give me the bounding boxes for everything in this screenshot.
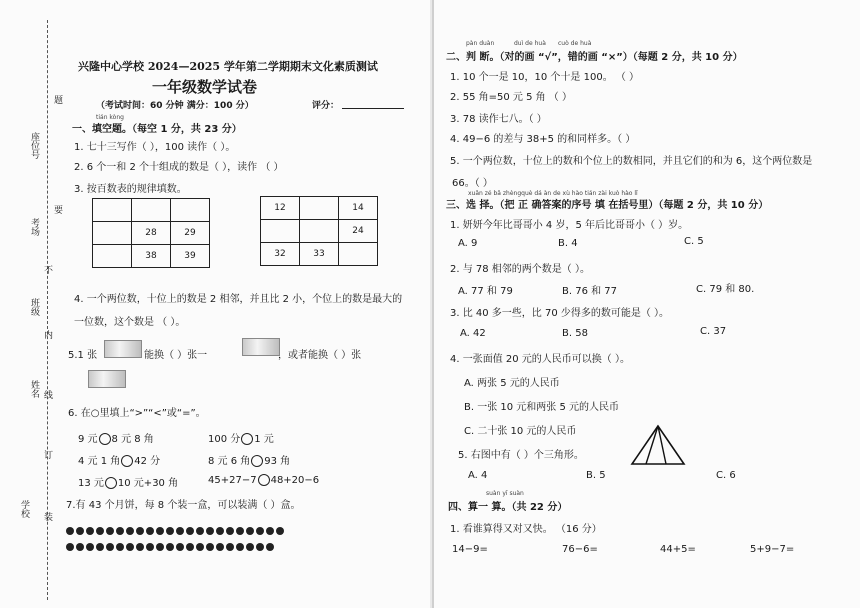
mooncake-icon [266,543,274,551]
grid-cell: 33 [300,243,339,266]
calc-expression[interactable]: 76−6= [562,544,598,555]
judge-item-5: 5. 一个两位数，十位上的数和个位上的数相同，并且它们的和为 6，这个两位数是 [450,156,813,167]
calc-expression[interactable]: 14−9= [452,544,488,555]
mooncake-icon [136,543,144,551]
name-label: 姓名 [29,380,39,398]
mooncake-row-1 [66,520,346,530]
grid-cell: 32 [261,243,300,266]
mooncake-icon [86,543,94,551]
choice-option[interactable]: A. 4 [468,470,488,481]
mooncake-icon [126,527,134,535]
grid-cell[interactable] [93,245,132,268]
mooncake-icon [176,543,184,551]
question-1-7: 7.有 43 个月饼，每 8 个装一盒，可以装满（ ）盒。 [66,500,301,511]
compare-row-3-right [208,474,319,486]
compare-row-2-right [208,452,290,467]
mooncake-icon [156,543,164,551]
margin-char-zhuang: 装 [42,512,52,521]
mooncake-icon [206,543,214,551]
choice-option[interactable]: A. 42 [460,328,486,339]
mooncake-icon [126,543,134,551]
choice-question-3: 3. 比 40 多一些，比 70 少得多的数可能是（ ）。 [450,308,670,319]
compare-left: 13 元 [78,478,104,489]
compare-right: 93 角 [264,456,291,467]
choice-option[interactable]: B. 58 [562,328,588,339]
banknote-5-yuan-image [88,370,126,388]
compare-right: 42 分 [134,456,161,467]
grid-cell: 24 [339,220,378,243]
grid-cell[interactable] [261,220,300,243]
compare-right: 8 元 8 角 [111,434,154,445]
mooncake-icon [146,527,154,535]
section1-heading: 一、填空题。（每空 1 分，共 23 分） [72,124,242,135]
compare-row-1-left [78,430,154,445]
compare-left: 100 分 [208,434,241,445]
section2-pinyin-2: duì de huà [514,40,546,47]
mooncake-icon [86,527,94,535]
question-1-6: 6. 在○里填上“>”“<”或“=”。 [68,408,206,419]
right-page [434,0,860,608]
mooncake-icon [96,527,104,535]
exam-title: 兴隆中心学校 2024—2025 学年第二学期期末文化素质测试 [78,60,378,73]
choice-option[interactable]: C. 6 [716,470,736,481]
compare-row-3-left [78,474,178,489]
mooncake-icon [116,527,124,535]
compare-row-1-right [208,430,274,445]
compare-left: 8 元 6 角 [208,456,251,467]
mooncake-icon [186,527,194,535]
mooncake-icon [196,527,204,535]
mooncake-icon [96,543,104,551]
mooncake-icon [146,543,154,551]
question-1-4-line1: 4. 一个两位数，十位上的数是 2 相邻，并且比 2 小，个位上的数是最大的 [74,294,403,305]
mooncake-icon [246,527,254,535]
section3-heading: 三、选 择。（把 正 确答案的序号 填 在括号里）（每题 2 分，共 10 分） [446,200,769,211]
score-label: 评分： [312,101,340,111]
class-label: 班级 [29,298,39,316]
mooncake-icon [216,543,224,551]
compare-circle[interactable] [258,474,270,486]
compare-right: 1 元 [254,434,274,445]
grid-cell: 39 [171,245,210,268]
grid-cell[interactable] [339,243,378,266]
mooncake-icon [246,543,254,551]
mooncake-icon [166,527,174,535]
paper-subtitle: 一年级数学试卷 [152,78,258,96]
choice-option[interactable]: A. 9 [458,238,478,249]
mooncake-icon [196,543,204,551]
mooncake-icon [106,527,114,535]
margin-char-ding: 订 [42,450,52,459]
grid-cell[interactable] [300,197,339,220]
judge-item-2: 2. 55 角=50 元 5 角 （ ） [450,92,572,103]
choice-question-5: 5. 右图中有（ ）个三角形。 [458,450,584,461]
hundred-chart-grid-2 [260,196,378,266]
choice-option[interactable]: B. 4 [558,238,578,249]
banknote-20-yuan-image [104,340,142,358]
compare-row-2-left [78,452,160,467]
score-blank[interactable] [342,108,404,109]
mooncake-icon [236,527,244,535]
mooncake-icon [226,543,234,551]
section2-pinyin-1: pàn duàn [466,40,495,47]
question-1-3: 3. 按百数表的规律填数。 [74,184,187,195]
mooncake-icon [236,543,244,551]
grid-cell: 12 [261,197,300,220]
calc-expression[interactable]: 44+5= [660,544,696,555]
margin-char-xian: 线 [42,390,52,399]
grid-cell[interactable] [300,220,339,243]
choice-question-2: 2. 与 78 相邻的两个数是（ ）。 [450,264,590,275]
mooncake-icon [266,527,274,535]
grid-cell[interactable] [93,199,132,222]
mooncake-icon [76,543,84,551]
grid-cell[interactable] [132,199,171,222]
choice-option[interactable]: B. 一张 10 元和两张 5 元的人民币 [464,402,620,413]
choice-option[interactable]: B. 5 [586,470,606,481]
mooncake-icon [186,543,194,551]
grid-cell[interactable] [93,222,132,245]
grid-cell: 28 [132,222,171,245]
grid-cell[interactable] [171,199,210,222]
compare-circle[interactable] [105,477,117,489]
section4-heading: 四、算一 算。（共 22 分） [448,502,568,513]
triangle-figure [630,424,686,468]
seat-label: 座位号 [29,132,39,159]
choice-option[interactable]: C. 二十张 10 元的人民币 [464,426,577,437]
mooncake-icon [66,543,74,551]
section2-pinyin-3: cuò de huà [558,40,592,47]
grid-cell: 38 [132,245,171,268]
question-1-4-line2: 一位数，这个数是 （ ）。 [74,317,186,328]
section2-heading: 二、判 断。（对的画 “√”，错的画 “×”）（每题 2 分，共 10 分） [446,52,743,63]
choice-option[interactable]: B. 76 和 77 [562,286,618,297]
compare-left: 45+27−7 [208,475,257,486]
margin-char-yao: 要 [52,205,62,214]
mooncake-icon [66,527,74,535]
banknote-10-yuan-image [242,338,280,356]
mooncake-icon [206,527,214,535]
compare-left: 4 元 1 角 [78,456,121,467]
section3-pinyin: xuǎn zé bǎ zhèngquè dá àn de xù hào tián zài kuò hào lǐ [468,190,638,197]
margin-char-ti: 题 [52,95,62,104]
judge-item-3: 3. 78 读作七八。（ ） [450,114,547,125]
judge-item-4: 4. 49−6 的差与 38+5 的和同样多。（ ） [450,134,636,145]
compare-circle[interactable] [99,433,111,445]
choice-option[interactable]: C. 5 [684,236,704,247]
question-1-2: 2. 6 个一和 2 个十组成的数是（ ），读作 （ ） [74,162,284,173]
compare-right: 10 元+30 角 [117,478,179,489]
hundred-chart-grid-1 [92,198,210,268]
mooncake-icon [256,527,264,535]
compare-left: 9 元 [78,434,98,445]
grid-cell: 14 [339,197,378,220]
compare-circle[interactable] [251,455,263,467]
question-1-5-start: 5.1 张 [68,350,98,361]
mooncake-icon [256,543,264,551]
choice-question-4: 4. 一张面值 20 元的人民币可以换（ ）。 [450,354,630,365]
section4-pinyin: suàn yī suàn [486,490,524,497]
margin-char-bu: 不 [42,265,52,274]
choice-option[interactable]: C. 37 [700,326,727,337]
mooncake-row-2 [66,536,346,546]
school-label: 学校 [19,500,29,518]
mooncake-icon [166,543,174,551]
mooncake-icon [156,527,164,535]
choice-question-1: 1. 妍妍今年比哥哥小 4 岁，5 年后比哥哥小（ ）岁。 [450,220,689,231]
section1-pinyin: tián kòng [96,114,124,121]
mooncake-icon [226,527,234,535]
question-1-1: 1. 七十三写作（ ），100 读作（ ）。 [74,142,236,153]
exam-meta: （考试时间：60 分钟 满分：100 分） [96,101,254,111]
mooncake-icon [136,527,144,535]
calc-question-1: 1. 看谁算得又对又快。 （16 分） [450,524,602,535]
choice-option[interactable]: C. 79 和 80. [696,284,755,295]
mooncake-icon [76,527,84,535]
question-1-5-middle: 能换（ ）张一 [144,350,208,361]
compare-circle[interactable] [241,433,253,445]
margin-char-nei: 内 [42,330,52,339]
compare-circle[interactable] [121,455,133,467]
mooncake-icon [106,543,114,551]
compare-right: 48+20−6 [270,475,320,486]
judge-item-1: 1. 10 个一是 10，10 个十是 100。 （ ） [450,72,640,83]
grid-cell: 29 [171,222,210,245]
choice-option[interactable]: A. 77 和 79 [458,286,513,297]
calc-expression[interactable]: 5+9−7= [750,544,795,555]
exam-room-label: 考场 [29,218,39,236]
mooncake-icon [276,527,284,535]
judge-item-5-tail: 66。（ ） [452,178,493,189]
question-1-5-end: ，或者能换（ ）张 [278,350,362,361]
choice-option[interactable]: A. 两张 5 元的人民币 [464,378,560,389]
mooncake-icon [216,527,224,535]
mooncake-icon [176,527,184,535]
mooncake-icon [116,543,124,551]
